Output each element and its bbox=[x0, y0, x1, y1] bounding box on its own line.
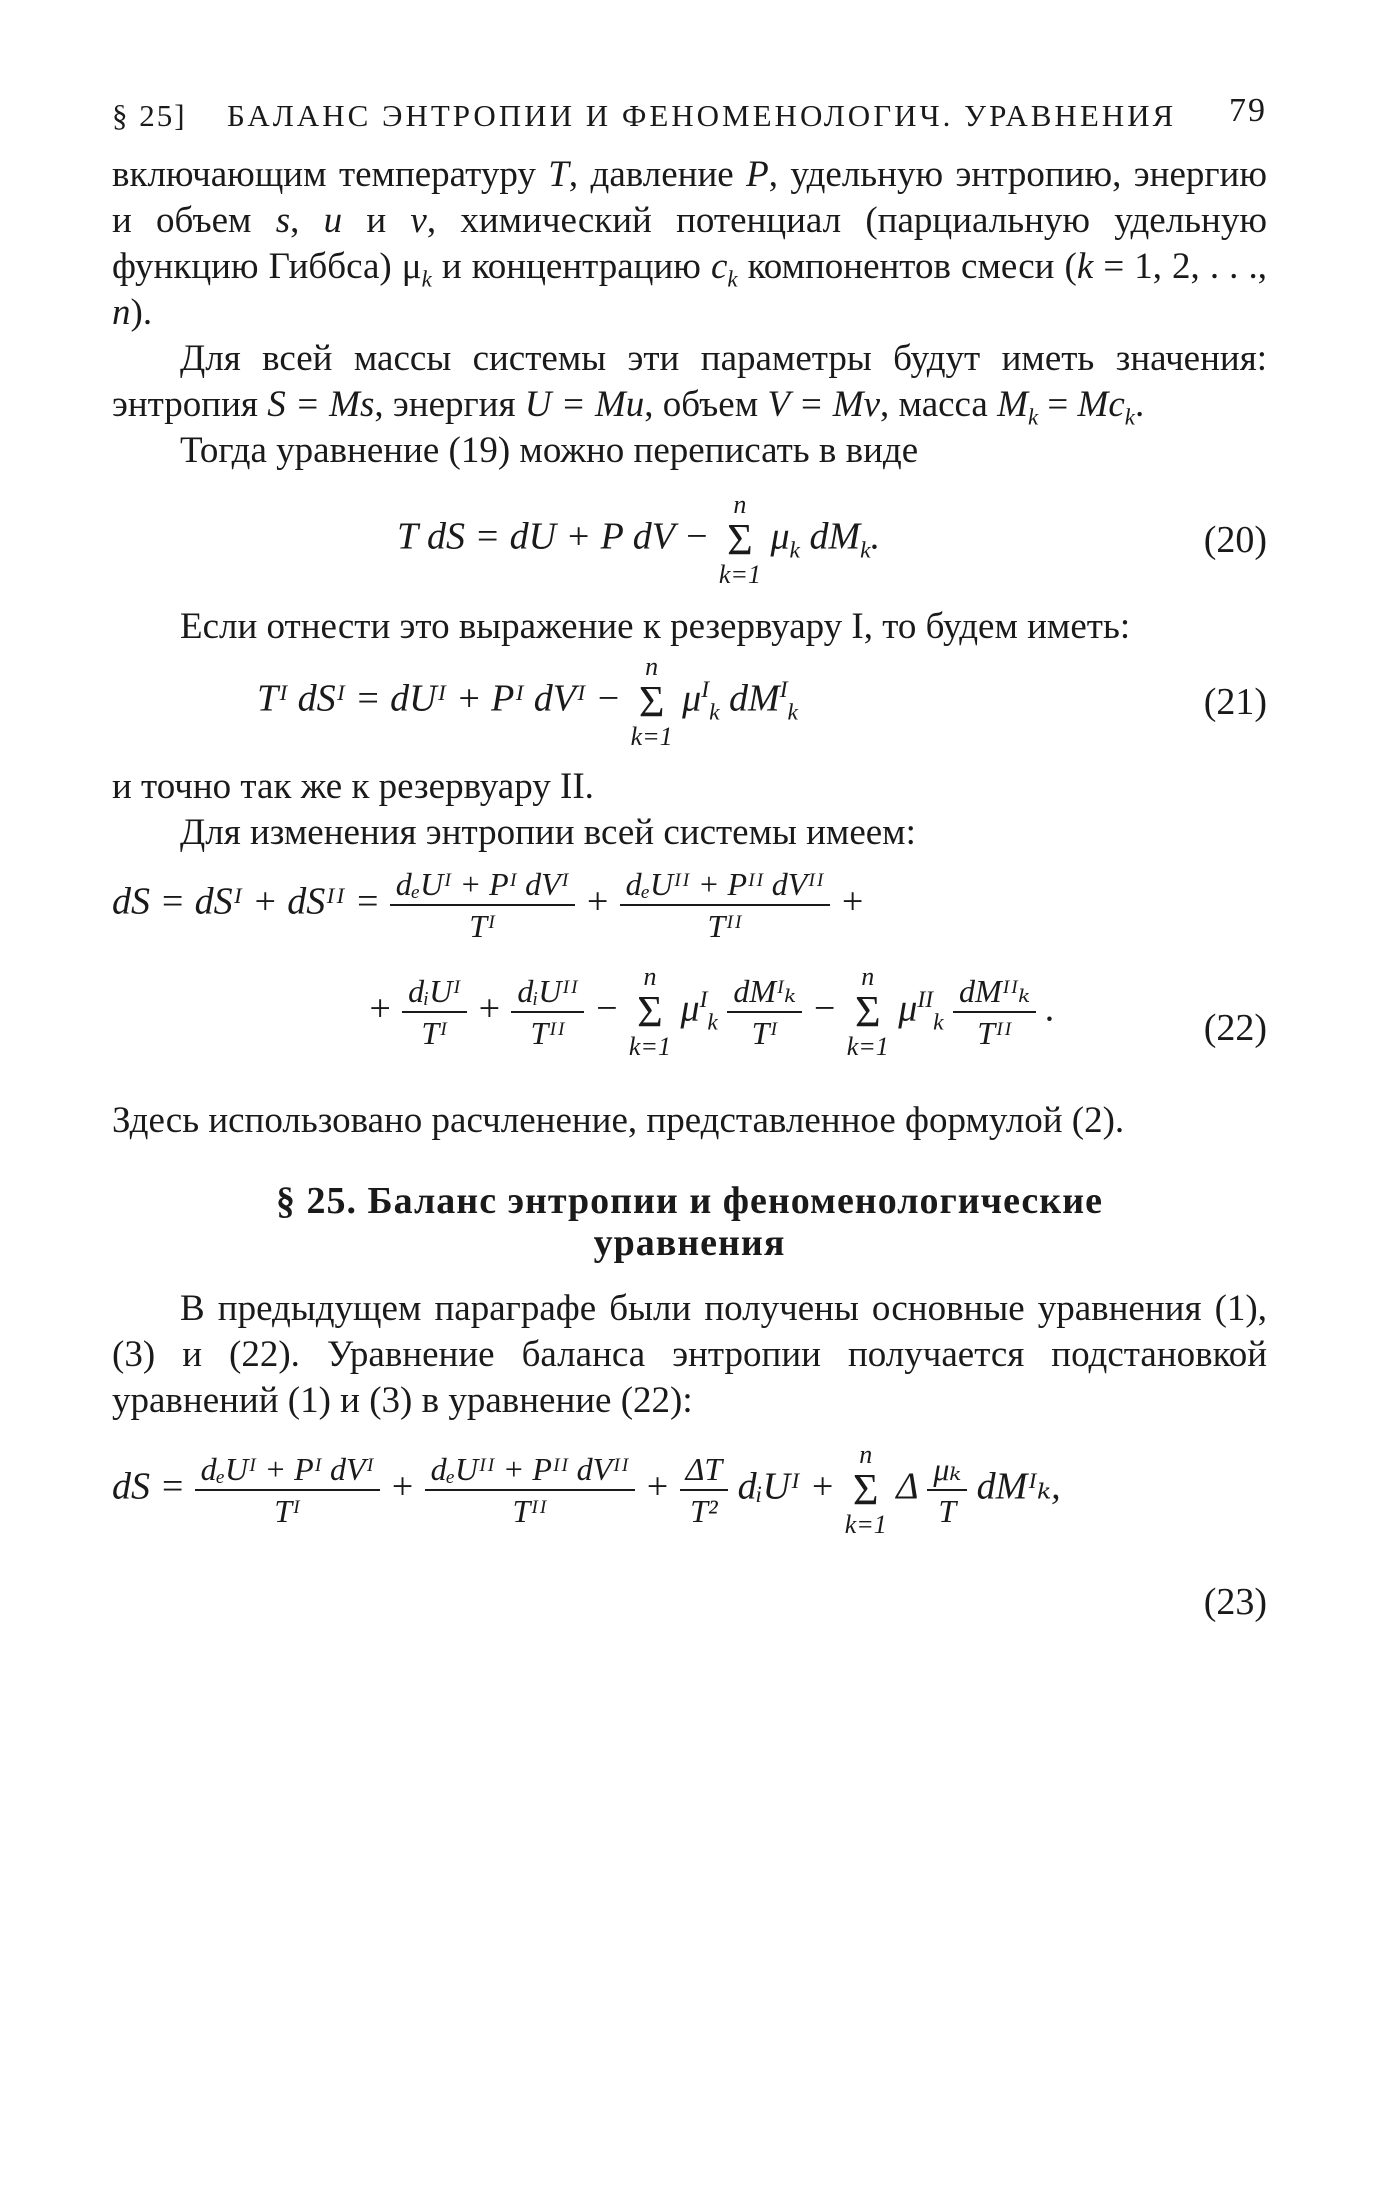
section-heading: § 25. Баланс энтропии и феноменологические уравнения bbox=[276, 1180, 1103, 1264]
equation-label-22: (22) bbox=[1203, 1007, 1267, 1049]
sum-sign: n Σ k=1 bbox=[630, 652, 673, 751]
paragraph-6: Для изменения энтропии всей системы имеем: bbox=[180, 812, 916, 853]
equation-label-23: (23) bbox=[1203, 1581, 1267, 1623]
running-head bbox=[112, 88, 1267, 138]
equation-label-20: (20) bbox=[1203, 519, 1267, 561]
paragraph-4: Если отнести это выражение к резервуару I, то будем иметь: bbox=[180, 606, 1131, 647]
paragraph-3: Тогда уравнение (19) можно переписать в виде bbox=[180, 430, 919, 471]
paragraph-8: В предыдущем параграфе были получены основные уравнения (1), (3) и (22). Уравнение баланса энтропии получается подстановкой уравнений (1) и (3) в уравнение (22): bbox=[112, 1288, 1267, 1421]
page-number: 79 bbox=[1229, 92, 1267, 129]
book-page bbox=[112, 88, 1267, 1632]
paragraph-7: Здесь использовано расчленение, представленное формулой (2). bbox=[112, 1100, 1125, 1141]
equation-23: dS = $\frac{\text{dₑUᴵ + Pᴵ dVᴵ}}{\text{Tᴵ}}$ + $\frac{\text{dₑUᴵᴵ + Pᴵᴵ dVᴵᴵ}}{\text{Tᴵᴵ}}$ + $\frac{\Delta T}{\text{T²}}$ dᵢUᴵ + n Σ k=1 Δ $\frac{\text{μₖ}}{T}$ dMᴵₖ, (23) bbox=[112, 1440, 1267, 1623]
running-head-section: § 25] bbox=[112, 98, 187, 133]
paragraph-5: и точно так же к резервуару II. bbox=[112, 766, 594, 807]
sum-sign: n Σ k=1 bbox=[628, 962, 671, 1061]
paragraph-1: включающим температуру T, давление P, удельную энтропию, энергию и объем s, u и v, химический потенциал (парциальную удельную функцию Гиббса) $\mu_k$ и концентрацию $c_k$ компонентов смеси (k = 1, 2, . . ., n). bbox=[112, 154, 1267, 333]
equation-21: Tᴵ dSᴵ = dUᴵ + Pᴵ dVᴵ − n Σ k=1 $\mu^I_k$ $dM^I_k$ (21) bbox=[257, 652, 1267, 751]
sum-sign: n Σ k=1 bbox=[844, 1440, 887, 1539]
equation-20: T dS = dU + P dV − n Σ k=1 $\mu_k$ $dM_k$. (20) bbox=[397, 490, 1267, 589]
sum-sign: n Σ k=1 bbox=[846, 962, 889, 1061]
sum-sign: n Σ k=1 bbox=[718, 490, 761, 589]
paragraph-2: Для всей массы системы эти параметры будут иметь значения: энтропия S = Ms, энергия U = Mu, объем V = Mv, масса $M_k = Mc_k$. bbox=[112, 338, 1267, 430]
equation-label-21: (21) bbox=[1203, 681, 1267, 723]
running-head-title: БАЛАНС ЭНТРОПИИ И ФЕНОМЕНОЛОГИЧ. УРАВНЕНИЯ bbox=[227, 98, 1177, 133]
equation-22: dS = dSᴵ + dSᴵᴵ = $\frac{\text{dₑUᴵ + Pᴵ dVᴵ}}{\text{Tᴵ}}$ + $\frac{\text{dₑUᴵᴵ + Pᴵᴵ dVᴵᴵ}}{\text{Tᴵᴵ}}$ + + $\frac{\text{dᵢUᴵ}}{\text{Tᴵ}}$ + $\frac{\text{dᵢUᴵᴵ}}{\text{Tᴵᴵ}}$ − n Σ k=1 $\mu^I_k$ $\frac{\text{dMᴵₖ}}{\text{Tᴵ}}$ − n Σ k=1 $\mu^{II}_k$ $\frac{\text{dMᴵᴵₖ}}{\text{Tᴵᴵ}}$ . (22) bbox=[112, 866, 1267, 1061]
